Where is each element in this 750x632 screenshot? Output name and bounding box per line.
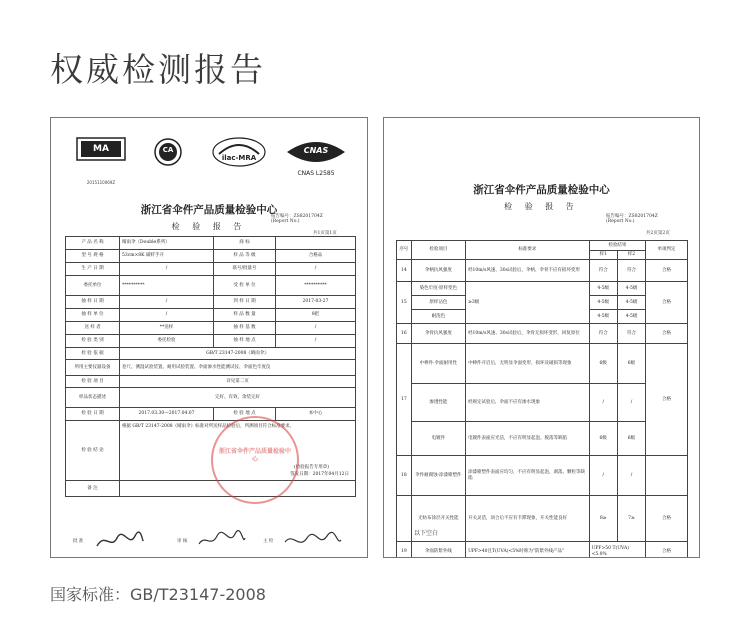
table-row: 16 伞骨抗风强度 经10m/s风速、30s试验后，伞骨无损坏变形，回复原位 符合 符合 合格 bbox=[397, 324, 688, 344]
table-row: 产 品 名 称 晴雨伞（Double系列） 商 标 bbox=[66, 237, 356, 250]
report1-doc-title: 检 验 报 告 bbox=[171, 222, 247, 231]
table-row: 样品状态描述 完好、有效、余装完好 bbox=[66, 388, 356, 408]
approver-signature bbox=[95, 530, 145, 552]
page-title: 权威检测报告 bbox=[50, 50, 266, 89]
signature-row: 批 准 审 核 主 检 bbox=[73, 530, 353, 554]
table-row: 19 伞面防紫外线 UPF>40且T(UVA)<5%时称为"防紫外线产品" UPF>50 T(UVA)<5.0% 合格 bbox=[397, 542, 688, 559]
table-row: 检 验 类 别 委托检验 抽 样 地 点 / bbox=[66, 335, 356, 348]
standard-line: 国家标准：GB/T23147-2008 bbox=[50, 585, 266, 604]
ilac-mra-logo: ilac-MRA bbox=[209, 136, 269, 180]
table-row: 型 号 规 格 53cm×8K 碳纤手开 样 品 等 级 合格品 bbox=[66, 250, 356, 263]
table-row: 检 验 日 期 2017.03.30—2017.04.07 检 验 地 点 本中心 bbox=[66, 408, 356, 421]
inspector-signature bbox=[283, 530, 343, 552]
table-row: 无纺布涂层开关性能 开关灵活，闭合后不应有卡滞现象，开关性能良好 8≥ 7≥ 合格 bbox=[397, 496, 688, 542]
table-row: 渗透性能 经规定试验后，伞面不应有渗水现象 / / bbox=[397, 384, 688, 422]
uv-result-cell: UPF>50 T(UVA)<5.0% bbox=[589, 542, 646, 559]
report2-number-en: (Report No.) bbox=[606, 219, 635, 224]
table-row: 14 伞柄抗风强度 经10m/s风速、30s试验后，伞柄、伞骨不应有损坏变形 符合 符合 合格 bbox=[397, 260, 688, 282]
report2-doc-title: 检 验 报 告 bbox=[504, 202, 579, 211]
table-row: 检 验 项 目 详见第二页 bbox=[66, 376, 356, 388]
table-row: 15 染色牢度·原样变色 ≥3级 4-5级 4-5级 合格 bbox=[397, 282, 688, 296]
table-row: 17 中棒件·伞面耐用性 中棒件开启后，无明显伞面变形、损坏及破损等现象 6级 6级 合格 bbox=[397, 344, 688, 384]
report-document-2 bbox=[383, 117, 700, 558]
red-seal-stamp: 浙江省伞件产品质量检验中心 bbox=[211, 416, 299, 504]
table-row: 检 验 依 据 GB/T 23147-2008《晴雨伞》 bbox=[66, 348, 356, 360]
table-row: 18 伞件耐腐蚀·涂漆喷塑件 涂漆喷塑件表面应均匀，不应有明显起泡、剥落、颗粒等缺陷 / / bbox=[397, 456, 688, 496]
auditor-signature bbox=[197, 530, 247, 552]
table-row: 委托单位 ********** 受 检 单 位 ********** bbox=[66, 276, 356, 296]
ca-logo: CA bbox=[141, 136, 195, 180]
report1-page-info: 共1页第1页 bbox=[313, 231, 337, 236]
table-row: 电镀件 电镀件表面应光洁，不应有明显起泡、脱落等缺陷 6级 6级 bbox=[397, 422, 688, 456]
report2-org-title: 浙江省伞件产品质量检验中心 bbox=[473, 184, 610, 196]
table-row: 送 样 者 **送样 抽 样 基 数 / bbox=[66, 322, 356, 335]
certification-logos bbox=[69, 136, 351, 194]
table-row: 耐洗色 4-5级 4-5级 bbox=[397, 310, 688, 324]
report1-number-en: (Report No.) bbox=[271, 219, 300, 224]
report-document-1 bbox=[50, 117, 368, 558]
report2-results-table bbox=[396, 240, 688, 558]
table-row: 原样沾色 4-5级 4-5级 bbox=[397, 296, 688, 310]
table-row: 抽 样 单 位 / 样 品 数 量 8把 bbox=[66, 309, 356, 322]
report2-number: 报告编号：ZS8201704Z bbox=[606, 214, 658, 219]
cnas-logo: CNAS CNAS L2585 bbox=[283, 136, 349, 172]
report1-org-title: 浙江省伞件产品质量检验中心 bbox=[140, 204, 278, 216]
table-header-row: 样1 样2 bbox=[397, 251, 688, 260]
report2-page-info: 共2页第2页 bbox=[646, 231, 670, 236]
table-row: 所用主要仪器设备 卷尺、测湿试验装置、耐用试验装置、伞面渗水性能测试仪、伞面色牢度仪 bbox=[66, 360, 356, 376]
table-row: 备 注 bbox=[66, 481, 356, 497]
table-row: 生 产 日 期 / 联号/批量号 / bbox=[66, 263, 356, 276]
report1-number: 报告编号：ZS8201704Z bbox=[271, 214, 323, 219]
table-header-row: 序号 检验项目 标准要求 检验结果 单项判定 bbox=[397, 241, 688, 251]
cma-logo: MA 2015110069Z bbox=[75, 136, 127, 185]
table-row: 抽 样 日 期 / 到 样 日 期 2017-03-27 bbox=[66, 296, 356, 309]
table-row: 检 验 结 论 根据 GB/T 23147-2008《晴雨伞》标准对所送样品检验后，所测项目符合标准要求。 (检验报告专用章) 签发日期：2017年04月12日 bbox=[66, 421, 356, 481]
report2-footer-note: 以下空白 bbox=[414, 530, 439, 537]
